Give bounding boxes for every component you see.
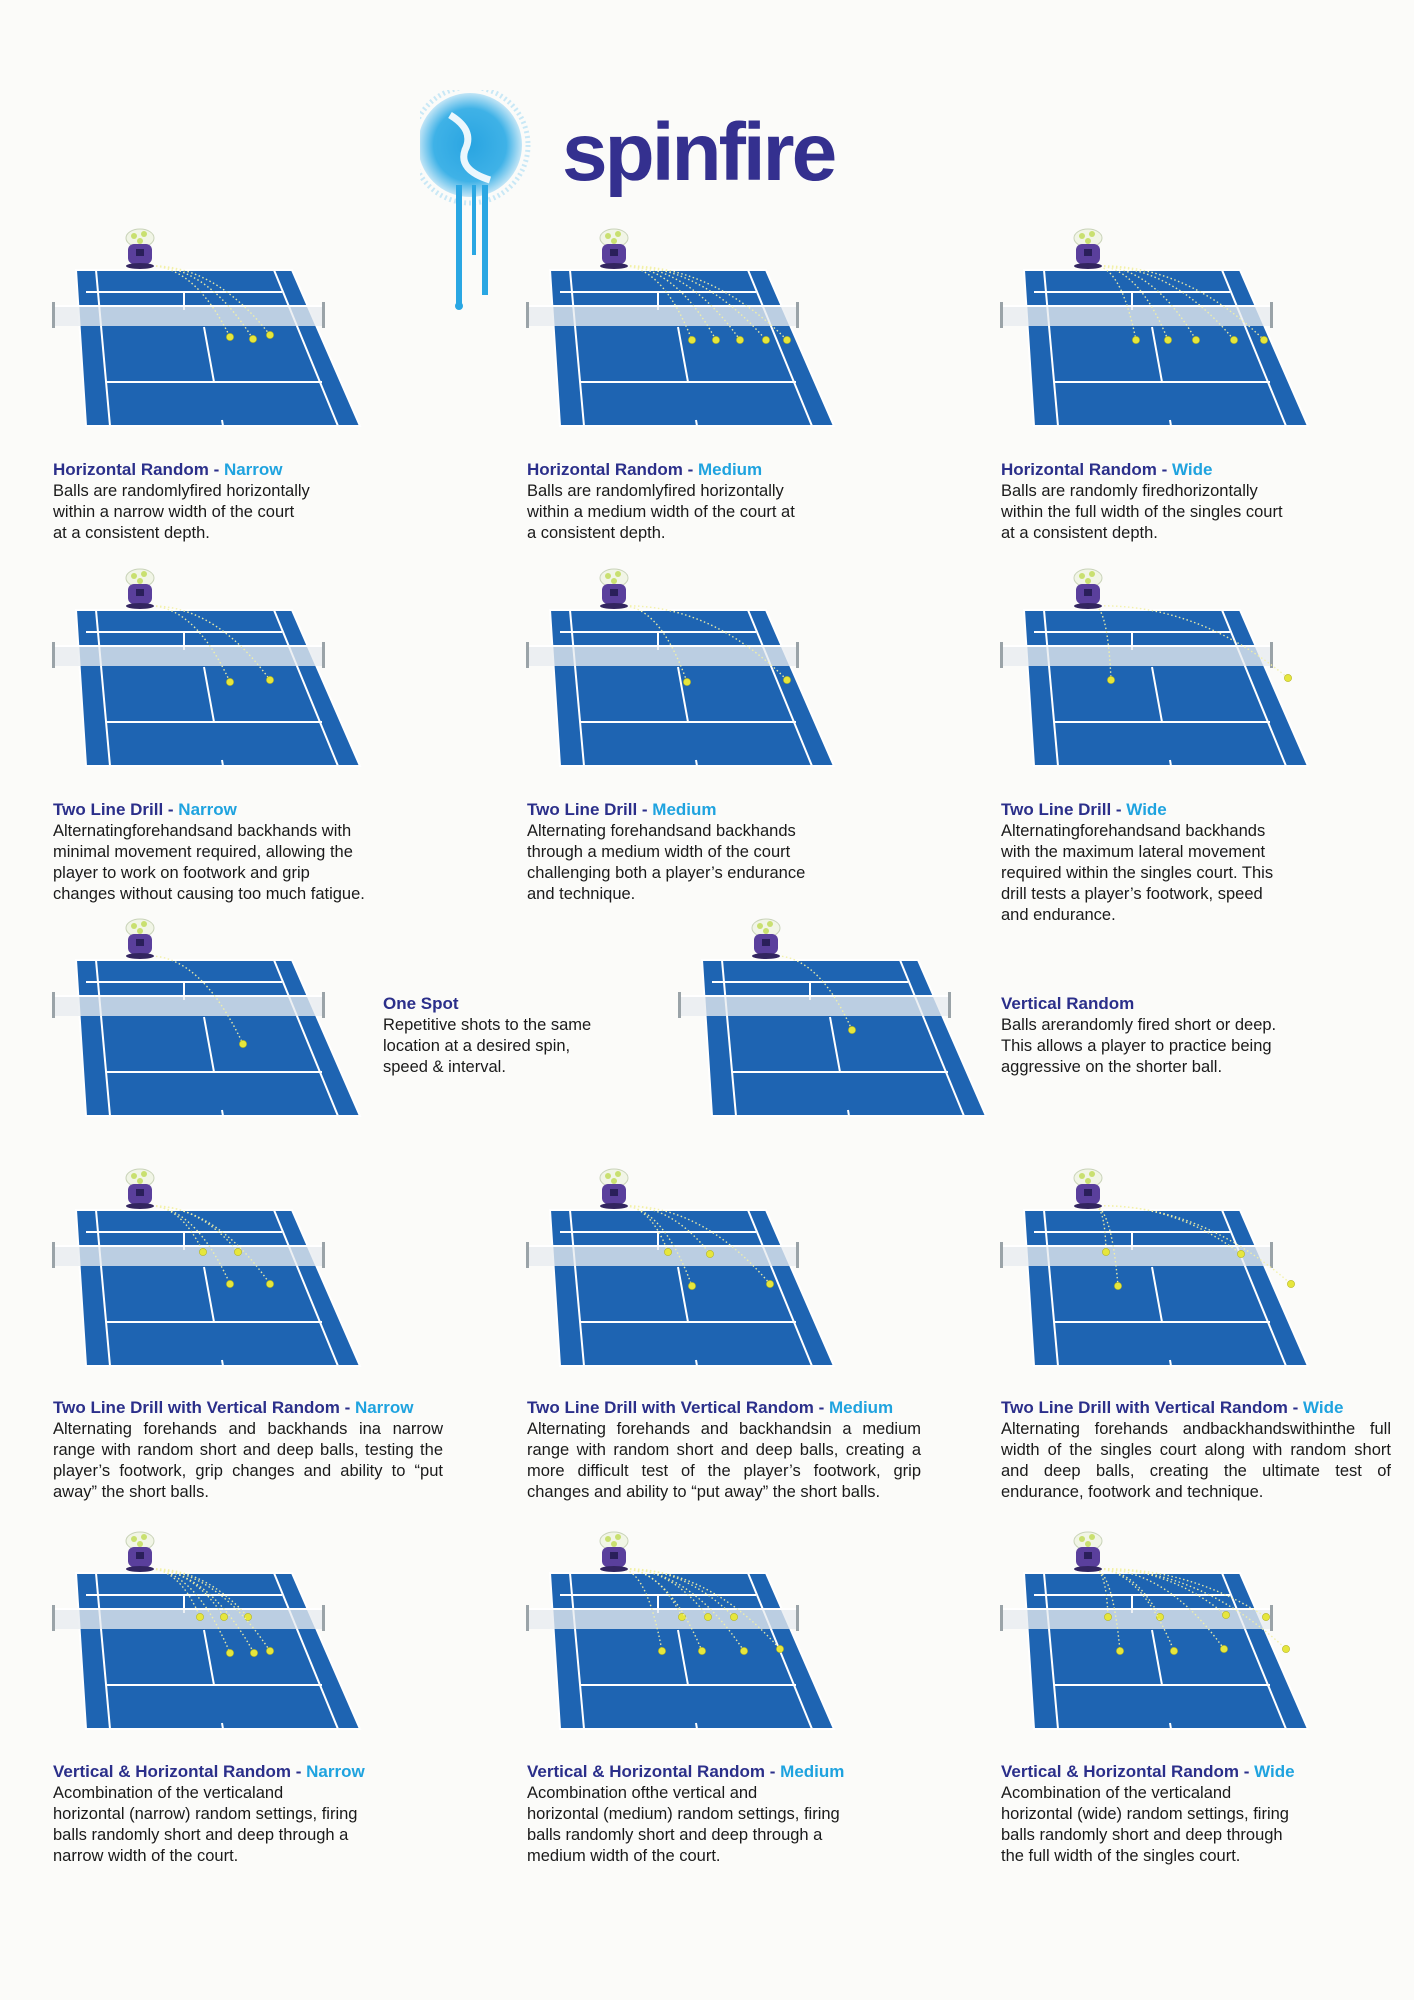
net-post xyxy=(322,992,325,1018)
center-mark xyxy=(696,1723,697,1729)
drill-title xyxy=(53,1398,483,1418)
tennis-ball-icon xyxy=(196,1613,203,1620)
drill-name: Horizontal Random xyxy=(53,460,209,479)
drill-title xyxy=(53,460,483,480)
tennis-net xyxy=(54,996,324,1016)
tennis-ball-icon xyxy=(1114,1282,1121,1289)
center-mark xyxy=(696,1360,697,1366)
tennis-ball-icon xyxy=(766,1280,773,1287)
tennis-court-diagram xyxy=(996,562,1336,812)
title-separator: - xyxy=(1287,1398,1303,1417)
tennis-ball-icon xyxy=(266,1280,273,1287)
center-mark xyxy=(1170,760,1171,766)
tennis-ball-icon xyxy=(226,1280,233,1287)
drill-description: Acombination of the verticaland horizontal (narrow) random settings, firing balls randomly short and deep through a narrow width of the court. xyxy=(53,1784,358,1865)
tennis-court-diagram xyxy=(522,1162,862,1412)
net-post xyxy=(52,642,55,668)
tennis-net xyxy=(528,1609,798,1629)
drill-title xyxy=(527,800,957,820)
tennis-net xyxy=(1002,646,1272,666)
net-post xyxy=(1000,302,1003,328)
title-separator: - xyxy=(1156,460,1172,479)
ball-machine-icon xyxy=(1074,569,1102,609)
tennis-ball-icon xyxy=(266,331,273,338)
net-post xyxy=(1000,1605,1003,1631)
tennis-ball-icon xyxy=(783,676,790,683)
drill-variant: Wide xyxy=(1302,1398,1344,1417)
drill-card xyxy=(1001,1398,1414,1503)
tennis-ball-icon xyxy=(1192,336,1199,343)
tennis-ball-icon xyxy=(1282,1645,1289,1652)
title-separator: - xyxy=(1111,800,1127,819)
title-separator: - xyxy=(291,1762,307,1781)
tennis-ball-icon xyxy=(1102,1248,1109,1255)
drill-card xyxy=(383,994,683,1078)
ball-machine-icon xyxy=(126,569,154,609)
drill-name: Two Line Drill xyxy=(1001,800,1112,819)
ball-machine-icon xyxy=(1074,229,1102,269)
tennis-ball-icon xyxy=(226,1649,233,1656)
ball-machine-icon xyxy=(600,1532,628,1572)
title-separator: - xyxy=(813,1398,829,1417)
tennis-ball-icon xyxy=(244,1613,251,1620)
drill-title xyxy=(1001,800,1414,820)
drill-description: Alternating forehandsand backhands through a medium width of the court challenging both a player’s endurance and technique. xyxy=(527,822,806,903)
net-post xyxy=(948,992,951,1018)
drill-variant: Narrow xyxy=(223,460,283,479)
center-mark xyxy=(222,760,223,766)
court-surface xyxy=(550,1573,834,1729)
drill-name: Horizontal Random xyxy=(527,460,683,479)
spray-splat-icon xyxy=(420,90,528,310)
center-mark xyxy=(696,420,697,426)
tennis-ball-icon xyxy=(226,333,233,340)
net-post xyxy=(796,642,799,668)
net-post xyxy=(1000,642,1003,668)
drill-description: Alternatingforehandsand backhands with the maximum lateral movement required within the singles court. This drill tests a player’s footwork, speed and endurance. xyxy=(1001,822,1274,924)
net-post xyxy=(1270,1242,1273,1268)
tennis-ball-icon xyxy=(658,1647,665,1654)
tennis-ball-icon xyxy=(1262,1613,1269,1620)
tennis-ball-icon xyxy=(776,1645,783,1652)
tennis-ball-icon xyxy=(688,336,695,343)
drill-variant: Wide xyxy=(1254,1762,1295,1781)
net-post xyxy=(526,642,529,668)
center-mark xyxy=(222,1723,223,1729)
title-separator: - xyxy=(765,1762,781,1781)
ball-machine-icon xyxy=(126,1169,154,1209)
drill-name: Vertical Random xyxy=(1001,994,1135,1013)
drill-title xyxy=(1001,460,1414,480)
tennis-ball-icon xyxy=(664,1248,671,1255)
drill-description: Balls are randomlyfired horizontally within a narrow width of the court at a consistent depth. xyxy=(53,482,310,542)
tennis-ball-icon xyxy=(740,1647,747,1654)
center-mark xyxy=(1170,1723,1171,1729)
tennis-ball-icon xyxy=(1230,336,1237,343)
drill-title xyxy=(1001,1762,1414,1782)
tennis-ball-icon xyxy=(783,336,790,343)
drill-description: Acombination ofthe vertical and horizontal (medium) random settings, firing balls randomly short and deep through a medium width of the court. xyxy=(527,1784,840,1865)
drill-card xyxy=(1001,994,1414,1078)
drill-description: Balls arerandomly fired short or deep. This allows a player to practice being aggressive on the shorter ball. xyxy=(1001,1016,1277,1076)
drill-description: Balls are randomly firedhorizontally within the full width of the singles court at a consistent depth. xyxy=(1001,482,1283,542)
drill-variant: Medium xyxy=(652,800,717,819)
court-surface xyxy=(76,1210,360,1366)
net-post xyxy=(796,1605,799,1631)
drill-name: Two Line Drill with Vertical Random xyxy=(53,1398,340,1417)
tennis-ball-icon xyxy=(712,336,719,343)
tennis-ball-icon xyxy=(1170,1647,1177,1654)
title-separator: - xyxy=(163,800,179,819)
tennis-ball-icon xyxy=(234,1248,241,1255)
tennis-net xyxy=(54,1609,324,1629)
court-surface xyxy=(1024,1573,1308,1729)
tennis-ball-icon xyxy=(736,336,743,343)
net-post xyxy=(796,1242,799,1268)
drill-variant: Wide xyxy=(1171,460,1213,479)
tennis-court-diagram xyxy=(996,1162,1336,1412)
tennis-net xyxy=(1002,1246,1272,1266)
tennis-ball-icon xyxy=(1116,1647,1123,1654)
net-post xyxy=(322,302,325,328)
net-post xyxy=(1270,642,1273,668)
court-surface xyxy=(76,1573,360,1729)
net-post xyxy=(52,1242,55,1268)
net-post xyxy=(322,1605,325,1631)
tennis-ball-icon xyxy=(762,336,769,343)
drill-name: Two Line Drill with Vertical Random xyxy=(527,1398,814,1417)
tennis-ball-icon xyxy=(683,678,690,685)
court-surface xyxy=(1024,610,1308,766)
drill-variant: Medium xyxy=(828,1398,894,1417)
tennis-ball-icon xyxy=(199,1248,206,1255)
tennis-net xyxy=(528,306,798,326)
tennis-ball-icon xyxy=(1220,1645,1227,1652)
drill-title xyxy=(1001,1398,1414,1418)
net-post xyxy=(796,302,799,328)
tennis-net xyxy=(1002,306,1272,326)
tennis-ball-icon xyxy=(1107,676,1114,683)
ball-machine-icon xyxy=(126,919,154,959)
net-post xyxy=(322,642,325,668)
center-mark xyxy=(222,1110,223,1116)
drill-title xyxy=(527,1398,957,1418)
tennis-ball-icon xyxy=(249,335,256,342)
tennis-ball-icon xyxy=(1164,336,1171,343)
court-surface xyxy=(702,960,986,1116)
net-post xyxy=(526,1605,529,1631)
tennis-ball-icon xyxy=(1132,336,1139,343)
title-separator: - xyxy=(208,460,224,479)
court-surface xyxy=(1024,270,1308,426)
drill-name: Vertical & Horizontal Random xyxy=(1001,1762,1240,1781)
brand-name: spinfire xyxy=(562,107,835,198)
title-separator: - xyxy=(339,1398,355,1417)
drill-card xyxy=(1001,460,1414,544)
drill-card xyxy=(53,800,483,905)
drill-description: Alternating forehands and backhandsin a medium range with random short and deep balls, creating a more difficult test of the player’s footwork, grip changes and ability to “put away” the short balls. xyxy=(527,1420,921,1501)
tennis-ball-icon xyxy=(239,1040,246,1047)
center-mark xyxy=(1170,1360,1171,1366)
tennis-ball-icon xyxy=(226,678,233,685)
title-separator: - xyxy=(1239,1762,1255,1781)
tennis-court-diagram xyxy=(674,912,1014,1162)
tennis-net xyxy=(54,646,324,666)
ball-machine-icon xyxy=(1074,1532,1102,1572)
title-separator: - xyxy=(637,800,653,819)
drill-card xyxy=(527,460,957,544)
drill-name: One Spot xyxy=(383,994,459,1013)
drill-name: Two Line Drill with Vertical Random xyxy=(1001,1398,1288,1417)
net-post xyxy=(322,1242,325,1268)
tennis-ball-icon xyxy=(688,1282,695,1289)
drill-card xyxy=(1001,800,1414,926)
tennis-ball-icon xyxy=(1287,1280,1294,1287)
drill-description: Alternating forehands and backhands ina narrow range with random short and deep balls, testing the player’s footwork, grip changes and ability to “put away” the short balls. xyxy=(53,1420,443,1501)
drill-description: Balls are randomlyfired horizontally within a medium width of the court at a consistent depth. xyxy=(527,482,795,542)
tennis-net xyxy=(1002,1609,1272,1629)
drill-title xyxy=(53,800,483,820)
drill-description: Alternating forehands andbackhandswithinthe full width of the singles court along with random short and deep balls, creating the ultimate test of endurance, footwork and technique. xyxy=(1001,1420,1391,1501)
drill-name: Vertical & Horizontal Random xyxy=(53,1762,292,1781)
drill-variant: Medium xyxy=(697,460,763,479)
net-post xyxy=(1270,1605,1273,1631)
center-mark xyxy=(1170,420,1171,426)
tennis-net xyxy=(54,306,324,326)
drill-description: Alternatingforehandsand backhands with minimal movement required, allowing the player to work on footwork and grip changes without causing too much fatigue. xyxy=(53,822,365,903)
drill-variant: Narrow xyxy=(178,800,237,819)
court-surface xyxy=(76,270,360,426)
ball-machine-icon xyxy=(1074,1169,1102,1209)
court-surface xyxy=(550,610,834,766)
tennis-ball-icon xyxy=(730,1613,737,1620)
drill-variant: Narrow xyxy=(306,1762,365,1781)
tennis-court-diagram xyxy=(48,222,388,472)
drill-card xyxy=(527,1398,957,1503)
tennis-ball-icon xyxy=(250,1649,257,1656)
tennis-court-diagram xyxy=(48,912,388,1162)
drill-name: Vertical & Horizontal Random xyxy=(527,1762,766,1781)
tennis-ball-icon xyxy=(1284,674,1291,681)
tennis-net xyxy=(54,1246,324,1266)
center-mark xyxy=(848,1110,849,1116)
tennis-ball-icon xyxy=(706,1250,713,1257)
title-separator: - xyxy=(682,460,698,479)
ball-machine-icon xyxy=(600,1169,628,1209)
drill-title xyxy=(527,1762,957,1782)
drill-card xyxy=(1001,1762,1414,1867)
tennis-court-diagram xyxy=(48,1525,388,1775)
drill-name: Two Line Drill xyxy=(527,800,638,819)
tennis-court-diagram xyxy=(48,562,388,812)
center-mark xyxy=(222,420,223,426)
tennis-ball-icon xyxy=(1104,1613,1111,1620)
tennis-net xyxy=(528,646,798,666)
tennis-ball-icon xyxy=(704,1613,711,1620)
tennis-ball-icon xyxy=(1222,1611,1229,1618)
drill-card xyxy=(527,1762,957,1867)
drill-description: Repetitive shots to the same location at a desired spin, speed & interval. xyxy=(383,1016,592,1076)
tennis-court-diagram xyxy=(996,222,1336,472)
drill-card xyxy=(53,1398,483,1503)
tennis-court-diagram xyxy=(522,1525,862,1775)
net-post xyxy=(52,992,55,1018)
tennis-ball-icon xyxy=(1260,336,1267,343)
center-mark xyxy=(222,1360,223,1366)
drill-card xyxy=(53,1762,483,1867)
tennis-court-diagram xyxy=(522,562,862,812)
tennis-ball-icon xyxy=(220,1613,227,1620)
drill-title xyxy=(527,460,957,480)
tennis-court-diagram xyxy=(522,222,862,472)
drill-variant: Medium xyxy=(780,1762,845,1781)
center-mark xyxy=(696,760,697,766)
ball-machine-icon xyxy=(600,569,628,609)
tennis-net xyxy=(528,1246,798,1266)
ball-machine-icon xyxy=(126,1532,154,1572)
tennis-ball-icon xyxy=(266,1647,273,1654)
tennis-ball-icon xyxy=(266,676,273,683)
drill-title xyxy=(383,994,683,1014)
net-post xyxy=(526,302,529,328)
court-surface xyxy=(550,270,834,426)
tennis-ball-icon xyxy=(1237,1250,1244,1257)
tennis-net xyxy=(680,996,950,1016)
tennis-court-diagram xyxy=(48,1162,388,1412)
drill-variant: Wide xyxy=(1126,800,1167,819)
ball-machine-icon xyxy=(752,919,780,959)
net-post xyxy=(1000,1242,1003,1268)
tennis-ball-icon xyxy=(1156,1613,1163,1620)
drill-card xyxy=(527,800,957,905)
ball-machine-icon xyxy=(600,229,628,269)
drill-name: Horizontal Random xyxy=(1001,460,1157,479)
drill-description: Acombination of the verticaland horizontal (wide) random settings, firing balls randomly short and deep through the full width of the singles court. xyxy=(1001,1784,1289,1865)
drill-title xyxy=(53,1762,483,1782)
court-surface xyxy=(76,960,360,1116)
drill-title xyxy=(1001,994,1414,1014)
court-surface xyxy=(1024,1210,1308,1366)
court-surface xyxy=(76,610,360,766)
drill-card xyxy=(53,460,483,544)
drill-variant: Narrow xyxy=(354,1398,414,1417)
drill-name: Two Line Drill xyxy=(53,800,164,819)
tennis-ball-icon xyxy=(698,1647,705,1654)
net-post xyxy=(52,302,55,328)
net-post xyxy=(526,1242,529,1268)
tennis-court-diagram xyxy=(996,1525,1336,1775)
net-post xyxy=(1270,302,1273,328)
ball-machine-icon xyxy=(126,229,154,269)
net-post xyxy=(52,1605,55,1631)
tennis-ball-icon xyxy=(848,1026,855,1033)
